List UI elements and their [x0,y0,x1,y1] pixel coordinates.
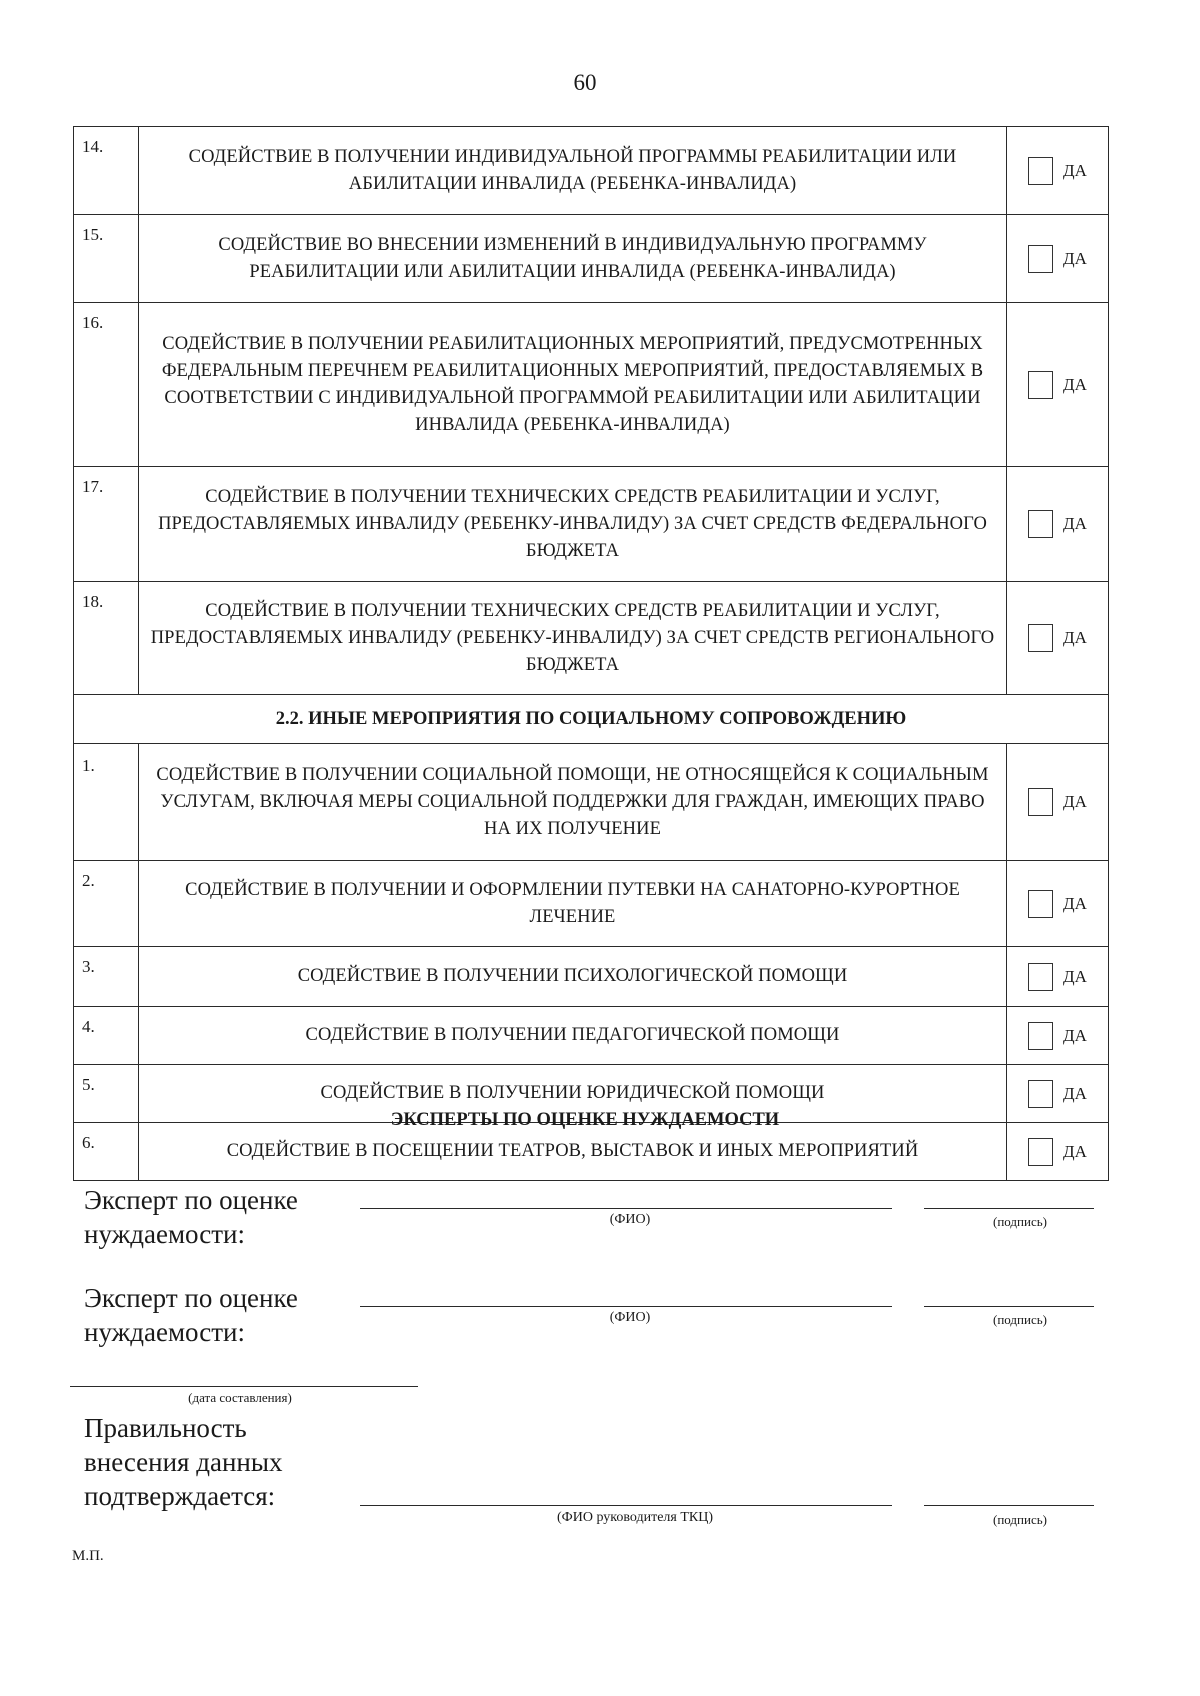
checkbox-label: ДА [1063,1083,1087,1103]
expert-1-fio-line[interactable] [360,1208,892,1209]
yes-checkbox[interactable] [1028,1138,1053,1166]
row-text: СОДЕЙСТВИЕ В ПОЛУЧЕНИИ ТЕХНИЧЕСКИХ СРЕДСТВ РЕАБИЛИТАЦИИ И УСЛУГ, ПРЕДОСТАВЛЯЕМЫХ ИНВАЛИДУ (РЕБЕНКУ-ИНВАЛИДУ) ЗА СЧЕТ СРЕДСТВ РЕГИОНАЛЬНОГО БЮДЖЕТА [139,582,1007,695]
confirmation-label [84,1411,282,1513]
checkbox-label: ДА [1063,514,1087,533]
checkbox-label: ДА [1063,248,1087,268]
expert-2-fio-line[interactable] [360,1306,892,1307]
expert-label-line: Эксперт по оценке [84,1283,298,1313]
checkbox-label: ДА [1063,1025,1087,1045]
row-text: СОДЕЙСТВИЕ В ПОЛУЧЕНИИ РЕАБИЛИТАЦИОННЫХ МЕРОПРИЯТИЙ, ПРЕДУСМОТРЕННЫХ ФЕДЕРАЛЬНЫМ ПЕРЕЧНЕМ РЕАБИЛИТАЦИОННЫХ МЕРОПРИЯТИЙ, ПРЕДОСТАВЛЯЕМЫХ В СООТВЕТСТВИИ С ИНДИВИДУАЛЬНОЙ ПРОГРАММОЙ РЕАБИЛИТАЦИИ ИЛИ АБИЛИТАЦИИ ИНВАЛИДА (РЕБЕНКА-ИНВАЛИДА) [139,303,1007,467]
checkbox-label: ДА [1063,160,1087,180]
services-table [73,126,1109,1181]
section-row [74,695,1109,744]
expert-label-line: нуждаемости: [84,1317,245,1347]
row-number: 2. [74,861,139,947]
row-text: СОДЕЙСТВИЕ В ПОЛУЧЕНИИ ИНДИВИДУАЛЬНОЙ ПРОГРАММЫ РЕАБИЛИТАЦИИ ИЛИ АБИЛИТАЦИИ ИНВАЛИДА (РЕБЕНКА-ИНВАЛИДА) [139,127,1007,215]
date-caption: (дата составления) [188,1390,292,1405]
yes-checkbox[interactable] [1028,245,1053,273]
yes-checkbox[interactable] [1028,1080,1053,1108]
expert-label [84,1281,298,1349]
expert-label-line: нуждаемости: [84,1219,245,1249]
row-number: 1. [74,744,139,861]
page-number: 60 [573,70,597,95]
row-number: 14. [74,127,139,215]
date-line[interactable] [70,1386,418,1387]
yes-checkbox[interactable] [1028,1022,1053,1050]
signature-caption: (подпись) [993,1214,1047,1229]
row-number: 16. [74,303,139,467]
confirmation-label-line: подтверждается: [84,1481,276,1511]
yes-checkbox[interactable] [1028,788,1053,816]
table-row [74,303,1109,467]
row-text: СОДЕЙСТВИЕ ВО ВНЕСЕНИИ ИЗМЕНЕНИЙ В ИНДИВИДУАЛЬНУЮ ПРОГРАММУ РЕАБИЛИТАЦИИ ИЛИ АБИЛИТАЦИИ ИНВАЛИДА (РЕБЕНКА-ИНВАЛИДА) [139,215,1007,303]
signature-caption: (подпись) [993,1312,1047,1327]
experts-title: ЭКСПЕРТЫ ПО ОЦЕНКЕ НУЖДАЕМОСТИ [390,1110,780,1130]
table-row [74,467,1109,582]
table-row [74,861,1109,947]
row-number: 17. [74,467,139,582]
checkbox-label: ДА [1063,1141,1087,1161]
row-text: СОДЕЙСТВИЕ В ПОЛУЧЕНИИ ЮРИДИЧЕСКОЙ ПОМОЩИ [139,1065,1007,1123]
row-text: СОДЕЙСТВИЕ В ПОЛУЧЕНИИ ТЕХНИЧЕСКИХ СРЕДСТВ РЕАБИЛИТАЦИИ И УСЛУГ, ПРЕДОСТАВЛЯЕМЫХ ИНВАЛИДУ (РЕБЕНКУ-ИНВАЛИДУ) ЗА СЧЕТ СРЕДСТВ ФЕДЕРАЛЬНОГО БЮДЖЕТА [139,467,1007,582]
head-fio-line[interactable] [360,1505,892,1506]
section-title: 2.2. ИНЫЕ МЕРОПРИЯТИЯ ПО СОЦИАЛЬНОМУ СОПРОВОЖДЕНИЮ [74,695,1109,744]
row-text: СОДЕЙСТВИЕ В ПОЛУЧЕНИИ СОЦИАЛЬНОЙ ПОМОЩИ, НЕ ОТНОСЯЩЕЙСЯ К СОЦИАЛЬНЫМ УСЛУГАМ, ВКЛЮЧАЯ МЕРЫ СОЦИАЛЬНОЙ ПОДДЕРЖКИ ДЛЯ ГРАЖДАН, ИМЕЮЩИХ ПРАВО НА ИХ ПОЛУЧЕНИЕ [139,744,1007,861]
yes-checkbox[interactable] [1028,890,1053,918]
table-row [74,744,1109,861]
expert-label-line: Эксперт по оценке [84,1185,298,1215]
checkbox-label: ДА [1063,893,1087,913]
confirmation-label-line: внесения данных [84,1447,283,1477]
table-row [74,1123,1109,1181]
table-row [74,947,1109,1007]
table-row [74,215,1109,303]
head-signature-line[interactable] [924,1505,1094,1506]
row-text: СОДЕЙСТВИЕ В ПОЛУЧЕНИИ ПЕДАГОГИЧЕСКОЙ ПОМОЩИ [139,1007,1007,1065]
row-number: 3. [74,947,139,1007]
stamp-label: М.П. [72,1548,104,1564]
head-fio-caption: (ФИО руководителя ТКЦ) [557,1510,713,1525]
row-text: СОДЕЙСТВИЕ В ПОСЕЩЕНИИ ТЕАТРОВ, ВЫСТАВОК И ИНЫХ МЕРОПРИЯТИЙ [139,1123,1007,1181]
expert-1-signature-line[interactable] [924,1208,1094,1209]
checkbox-label: ДА [1063,374,1087,394]
yes-checkbox[interactable] [1028,371,1053,399]
fio-caption: (ФИО) [609,1212,651,1227]
row-number: 18. [74,582,139,695]
row-number: 15. [74,215,139,303]
yes-checkbox[interactable] [1028,157,1053,185]
checkbox-label: ДА [1063,966,1087,986]
row-text: СОДЕЙСТВИЕ В ПОЛУЧЕНИИ И ОФОРМЛЕНИИ ПУТЕВКИ НА САНАТОРНО-КУРОРТНОЕ ЛЕЧЕНИЕ [139,861,1007,947]
checkbox-label: ДА [1063,792,1087,811]
row-text: СОДЕЙСТВИЕ В ПОЛУЧЕНИИ ПСИХОЛОГИЧЕСКОЙ ПОМОЩИ [139,947,1007,1007]
yes-checkbox[interactable] [1028,624,1053,652]
confirmation-label-line: Правильность [84,1413,247,1443]
table-row [74,582,1109,695]
expert-2-signature-line[interactable] [924,1306,1094,1307]
expert-label [84,1183,298,1251]
signature-caption: (подпись) [993,1512,1047,1527]
table-row [74,1007,1109,1065]
row-number: 5. [74,1065,139,1123]
yes-checkbox[interactable] [1028,963,1053,991]
table-row [74,127,1109,215]
fio-caption: (ФИО) [609,1310,651,1325]
checkbox-label: ДА [1063,628,1087,647]
row-number: 6. [74,1123,139,1181]
yes-checkbox[interactable] [1028,510,1053,538]
row-number: 4. [74,1007,139,1065]
